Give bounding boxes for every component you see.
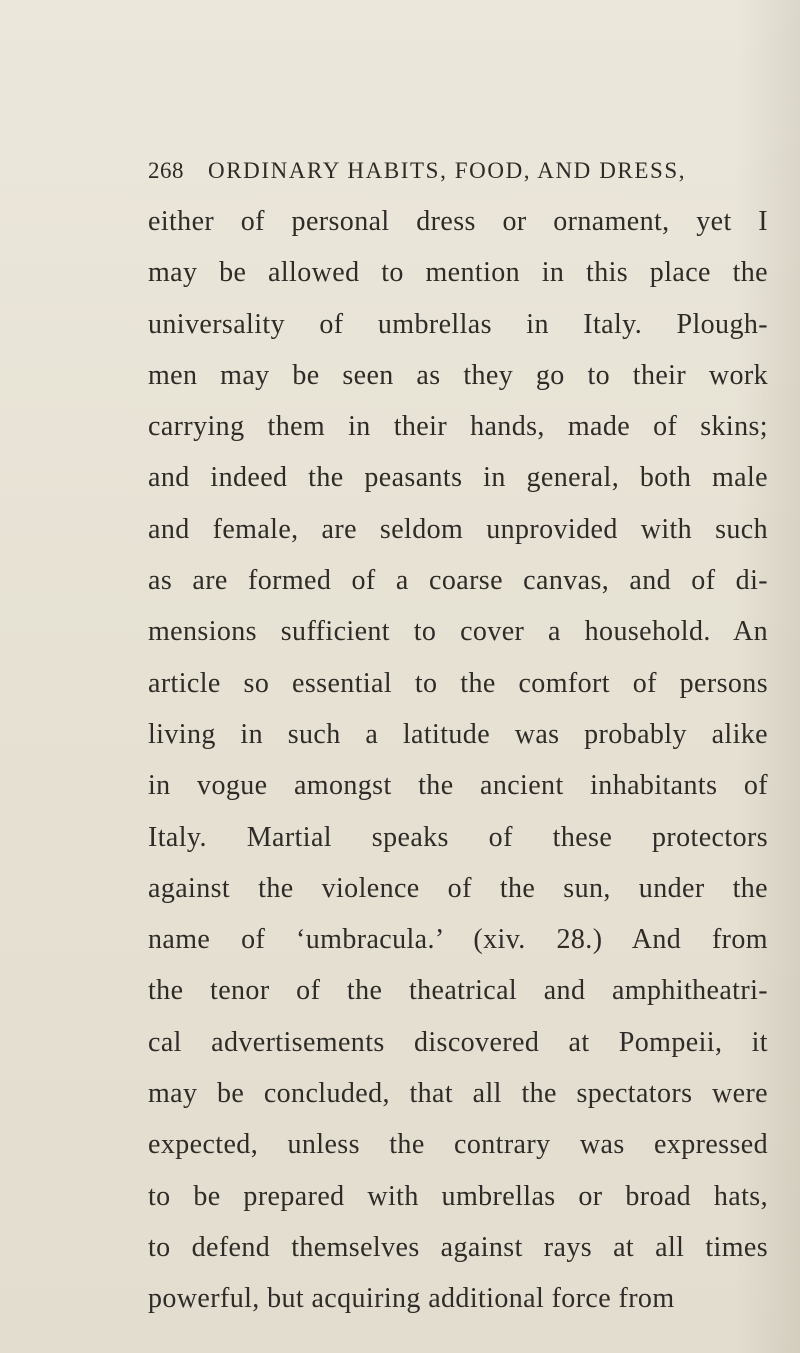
text-line: and female, are seldom unprovided with such: [148, 513, 768, 545]
text-line: carrying them in their hands, made of skins;: [148, 411, 768, 443]
text-line: against the violence of the sun, under the: [148, 872, 768, 904]
text-line: article so essential to the comfort of persons: [148, 667, 768, 699]
text-line: name of ‘umbracula.’ (xiv. 28.) And from: [148, 924, 768, 956]
text-line: powerful, but acquiring additional force from: [148, 1283, 675, 1315]
body-text: [148, 196, 768, 1325]
text-line: cal advertisements discovered at Pompeii, it: [148, 1026, 768, 1058]
text-line: either of personal dress or ornament, yet I: [148, 206, 768, 237]
page-number: 268: [148, 158, 184, 183]
text-line: Italy. Martial speaks of these protectors: [148, 821, 768, 853]
page-header: [148, 158, 748, 194]
text-line: as are formed of a coarse canvas, and of di-: [148, 565, 768, 597]
running-head: ORDINARY HABITS, FOOD, AND DRESS,: [208, 158, 687, 183]
text-line: and indeed the peasants in general, both male: [148, 462, 768, 494]
text-line: the tenor of the theatrical and amphitheatri-: [148, 975, 768, 1007]
text-line: may be allowed to mention in this place the: [148, 257, 768, 289]
text-line: may be concluded, that all the spectators were: [148, 1078, 768, 1110]
text-line: to be prepared with umbrellas or broad hats,: [148, 1180, 768, 1212]
text-line: in vogue amongst the ancient inhabitants of: [148, 770, 768, 802]
text-line: men may be seen as they go to their work: [148, 359, 768, 391]
text-line: universality of umbrellas in Italy. Plough-: [148, 308, 768, 340]
text-line: living in such a latitude was probably alike: [148, 718, 768, 750]
text-line: expected, unless the contrary was expressed: [148, 1129, 768, 1161]
text-line: mensions sufficient to cover a household. An: [148, 616, 768, 648]
text-line: to defend themselves against rays at all times: [148, 1231, 768, 1263]
